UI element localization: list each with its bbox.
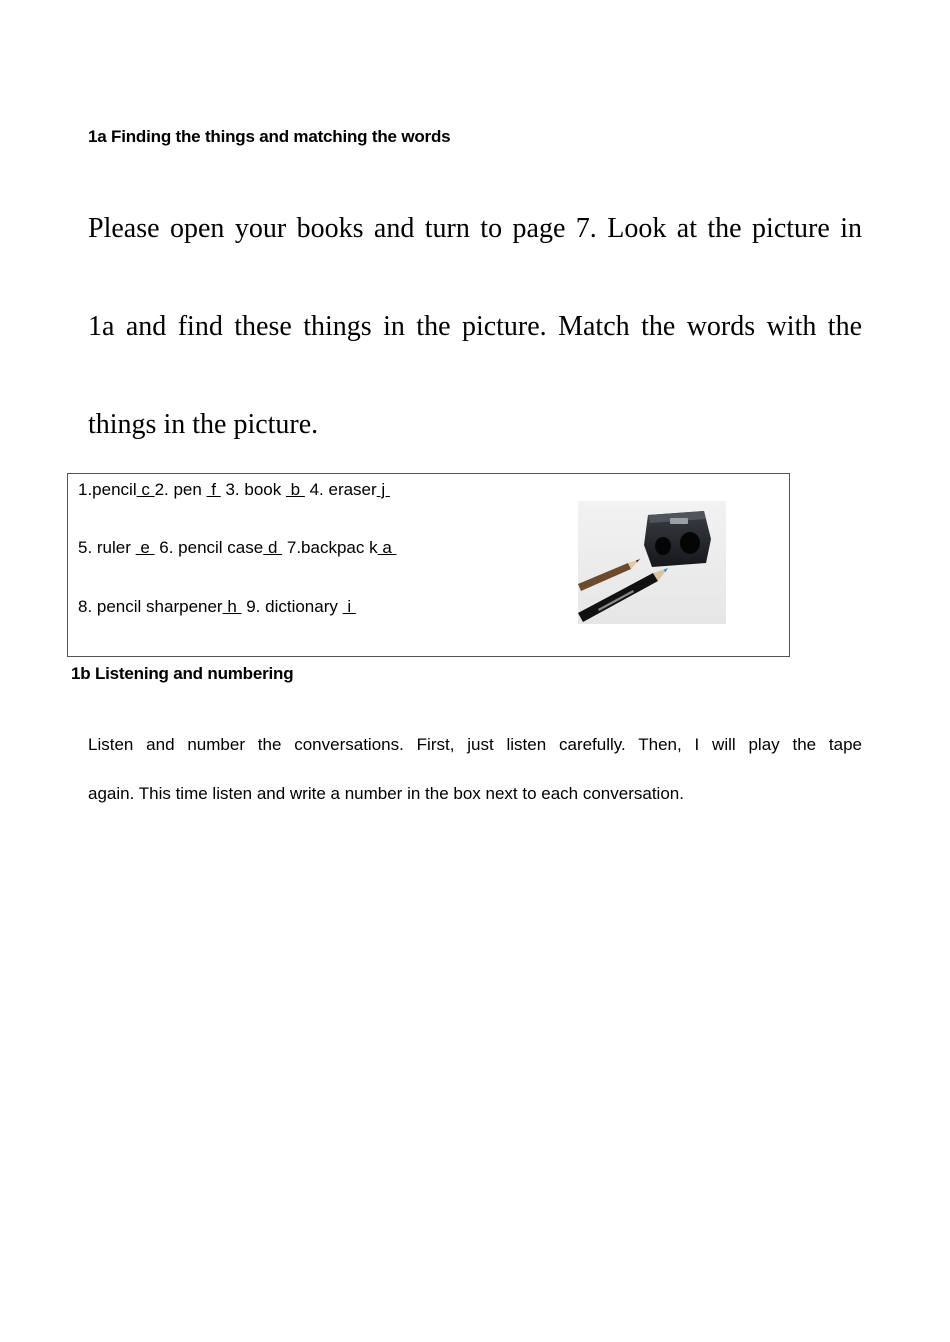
word-label: 4. eraser [304, 480, 377, 499]
matching-row [78, 597, 356, 617]
matching-row [78, 480, 390, 500]
instruction-line: Please open your books and turn to page 7. Look at the picture in [88, 213, 862, 244]
instruction-line: Listen and number the conversations. First, just listen carefully. Then, I will play the tape [88, 735, 862, 754]
answer-blank: i [342, 597, 356, 616]
answer-blank: d [263, 538, 283, 557]
answer-blank: c [136, 480, 155, 499]
word-label: 1.pencil [78, 480, 137, 499]
answer-blank: b [285, 480, 305, 499]
answer-blank: a [377, 538, 397, 557]
section-1a-instructions [88, 180, 862, 474]
instruction-line: again. This time listen and write a number in the box next to each conversation. [88, 784, 684, 803]
section-1b-heading: 1b Listening and numbering [71, 664, 294, 683]
word-label: 3. book [220, 480, 286, 499]
instruction-line: 1a and find these things in the picture. Match the words with the [88, 311, 862, 342]
word-label: 6. pencil case [154, 538, 264, 557]
matching-box [67, 473, 790, 657]
section-1a-heading: 1a Finding the things and matching the words [88, 127, 451, 146]
answer-blank: h [222, 597, 242, 616]
pencils-and-sharpener-photo [578, 501, 726, 624]
answer-blank: f [206, 480, 221, 499]
word-label: 2. pen [154, 480, 207, 499]
answer-blank: j [376, 480, 390, 499]
word-label: 7.backpac k [282, 538, 378, 557]
instruction-line: things in the picture. [88, 409, 319, 440]
word-label: 9. dictionary [241, 597, 343, 616]
word-label: 5. ruler [78, 538, 136, 557]
matching-row [78, 538, 397, 558]
answer-blank: e [135, 538, 155, 557]
section-1b-instructions [88, 720, 862, 818]
word-label: 8. pencil sharpener [78, 597, 223, 616]
sharpener-shape [644, 511, 711, 567]
